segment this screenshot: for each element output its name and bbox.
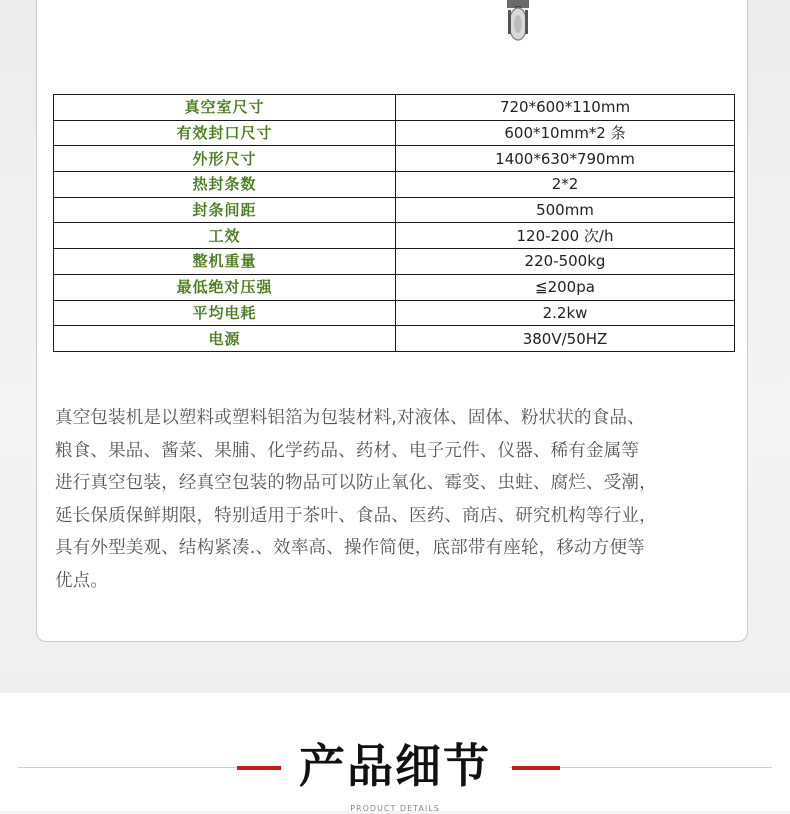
caster-wheel-image <box>505 0 531 42</box>
product-details-header <box>0 693 790 811</box>
description-line: 进行真空包装，经真空包装的物品可以防止氧化、霉变、虫蛀、腐烂、受潮， <box>55 473 657 493</box>
spec-table <box>53 94 735 352</box>
table-row <box>54 120 735 146</box>
spec-label: 真空室尺寸 <box>54 95 396 121</box>
spec-label: 最低绝对压强 <box>54 274 396 300</box>
description-line: 粮食、果品、酱菜、果脯、化学药品、药材、电子元件、仪器、稀有金属等 <box>55 440 640 461</box>
section-title: 产品细节 <box>281 739 509 793</box>
product-description <box>55 402 733 597</box>
table-row <box>54 223 735 249</box>
section-title-wrap <box>0 739 790 793</box>
table-row <box>54 146 735 172</box>
spec-label: 热封条数 <box>54 172 396 198</box>
spec-label: 整机重量 <box>54 249 396 275</box>
spec-value: 600*10mm*2 条 <box>396 120 735 146</box>
table-row <box>54 300 735 326</box>
table-row <box>54 249 735 275</box>
description-line: 优点。 <box>55 570 109 591</box>
spec-value: ≦200pa <box>396 274 735 300</box>
spec-value: 220-500kg <box>396 249 735 275</box>
spec-value: 2.2kw <box>396 300 735 326</box>
spec-label: 封条间距 <box>54 197 396 223</box>
spec-label: 平均电耗 <box>54 300 396 326</box>
spec-value: 720*600*110mm <box>396 95 735 121</box>
spec-label: 外形尺寸 <box>54 146 396 172</box>
description-line: 具有外型美观、结构紧凑.、效率高、操作简便，底部带有座轮，移动方便等 <box>55 538 645 558</box>
table-row <box>54 274 735 300</box>
table-row <box>54 197 735 223</box>
spec-value: 2*2 <box>396 172 735 198</box>
spec-value: 500mm <box>396 197 735 223</box>
section-subtitle: PRODUCT DETAILS <box>350 804 440 813</box>
spec-value: 380V/50HZ <box>396 326 735 352</box>
description-line: 真空包装机是以塑料或塑料铝箔为包装材料,对液体、固体、粉状状的食品、 <box>55 408 645 428</box>
spec-label: 电源 <box>54 326 396 352</box>
spec-label: 工效 <box>54 223 396 249</box>
table-row <box>54 326 735 352</box>
description-line: 延长保质保鲜期限，特别适用于茶叶、食品、医药、商店、研究机构等行业， <box>55 505 657 526</box>
table-row <box>54 95 735 121</box>
table-row <box>54 172 735 198</box>
spec-value: 120-200 次/h <box>396 223 735 249</box>
spec-value: 1400*630*790mm <box>396 146 735 172</box>
spec-label: 有效封口尺寸 <box>54 120 396 146</box>
